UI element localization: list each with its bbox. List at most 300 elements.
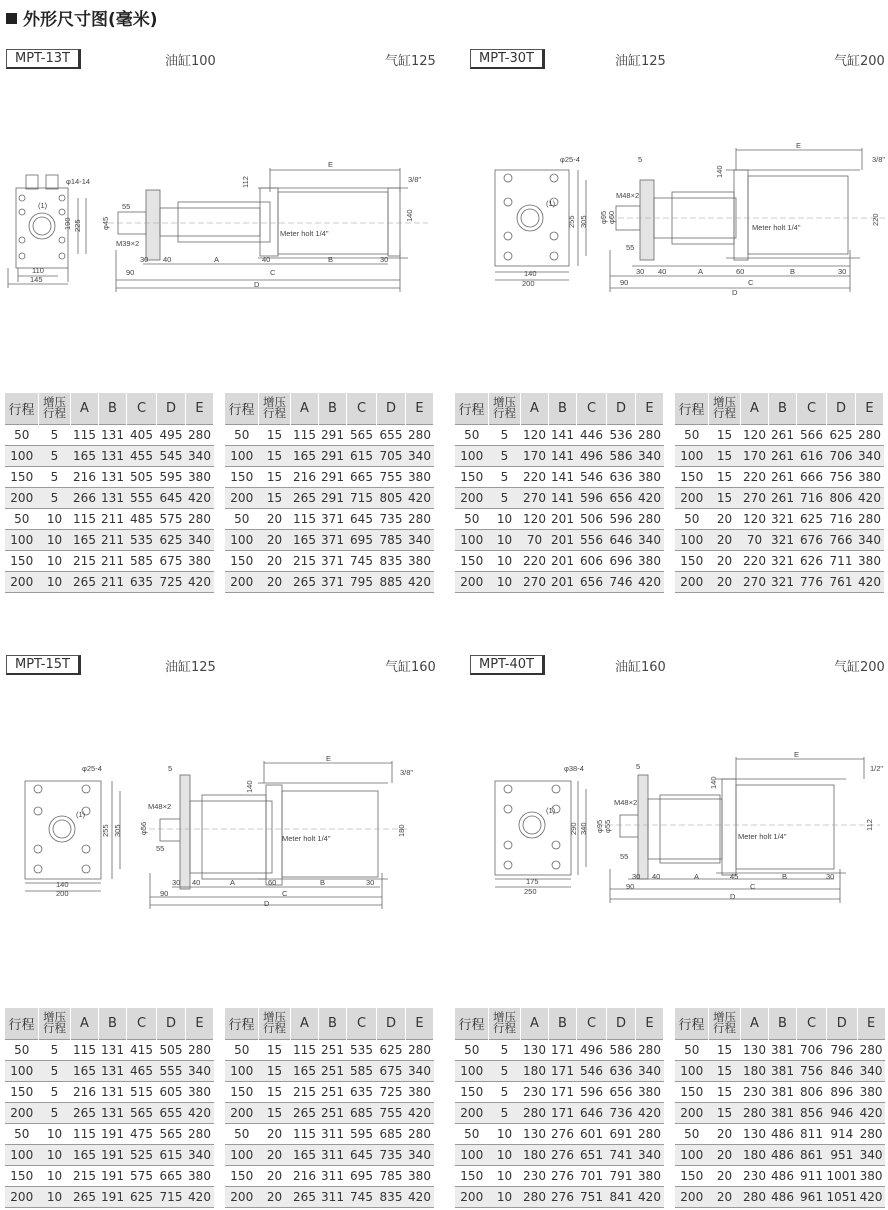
hole-spec-label: φ25-4 <box>82 764 102 773</box>
column-header: A <box>291 1008 319 1040</box>
table-row <box>5 572 214 593</box>
dim-label: D <box>254 280 260 289</box>
dim-label: 30 <box>172 878 181 887</box>
table-row <box>675 425 884 446</box>
table-cell: 420 <box>186 488 214 509</box>
table-cell: 715 <box>157 1187 186 1208</box>
table-cell: 340 <box>857 1061 885 1082</box>
table-cell: 20 <box>709 1187 741 1208</box>
dim-label: 255 <box>101 824 110 837</box>
column-header: C <box>347 393 377 425</box>
table-cell: 496 <box>577 446 607 467</box>
table-cell: 280 <box>406 1040 434 1061</box>
table-cell: 15 <box>259 1040 291 1061</box>
table-cell: 270 <box>521 488 549 509</box>
table-cell: 280 <box>406 425 434 446</box>
table-row <box>5 530 214 551</box>
table-cell: 15 <box>709 425 741 446</box>
table-row <box>225 1124 434 1145</box>
dim-label: D <box>732 288 738 297</box>
table-cell: 715 <box>347 488 377 509</box>
table-cell: 806 <box>797 1082 827 1103</box>
table-cell: 280 <box>857 1040 885 1061</box>
table-cell: 340 <box>406 446 434 467</box>
column-header: B <box>549 1008 577 1040</box>
dim-label: 60 <box>736 267 745 276</box>
table-cell: 656 <box>577 572 607 593</box>
table-cell: 280 <box>521 1187 549 1208</box>
table-cell: 216 <box>71 1082 99 1103</box>
table-cell: 455 <box>127 446 157 467</box>
column-header: B <box>99 393 127 425</box>
column-header: C <box>797 1008 827 1040</box>
table-cell: 601 <box>577 1124 607 1145</box>
table-cell: 261 <box>769 446 797 467</box>
table-cell: 291 <box>319 488 347 509</box>
table-row <box>675 1040 885 1061</box>
table-cell: 50 <box>455 1040 489 1061</box>
table-cell: 15 <box>259 488 291 509</box>
column-header: 行程 <box>225 1008 259 1040</box>
column-header: 增压行程 <box>489 393 521 425</box>
table-cell: 200 <box>5 488 39 509</box>
table-cell: 380 <box>636 467 664 488</box>
table-row <box>455 1124 664 1145</box>
table-cell: 200 <box>225 488 259 509</box>
table-cell: 5 <box>489 467 521 488</box>
table-cell: 796 <box>827 1040 858 1061</box>
table-row <box>5 1082 214 1103</box>
table-row <box>455 1040 664 1061</box>
table-cell: 806 <box>827 488 856 509</box>
table-cell: 380 <box>406 1082 434 1103</box>
column-header: 行程 <box>5 393 39 425</box>
dim-label: 140 <box>709 776 718 789</box>
table-cell: 586 <box>607 1040 636 1061</box>
fitting-label: 3/8" <box>408 175 422 184</box>
table-cell: 625 <box>377 1040 406 1061</box>
dim-label: 140 <box>245 780 254 793</box>
dim-label: φ60 <box>607 210 616 224</box>
dim-label: E <box>794 750 800 759</box>
dim-label: 55 <box>156 844 165 853</box>
table-row <box>225 488 434 509</box>
table-cell: 735 <box>377 509 406 530</box>
table-cell: 961 <box>797 1187 827 1208</box>
table-cell: 311 <box>319 1166 347 1187</box>
table-cell: 150 <box>225 467 259 488</box>
table-cell: 191 <box>99 1124 127 1145</box>
table-cell: 10 <box>489 1124 521 1145</box>
table-cell: 695 <box>347 1166 377 1187</box>
dim-label: C <box>270 268 276 277</box>
oil-cylinder-spec: 油缸160 <box>615 660 666 675</box>
dim-label: D <box>264 899 270 908</box>
table-cell: 946 <box>827 1103 858 1124</box>
table-cell: 215 <box>71 1166 99 1187</box>
table-cell: 546 <box>577 467 607 488</box>
table-cell: 15 <box>259 446 291 467</box>
table-cell: 565 <box>157 1124 186 1145</box>
table-cell: 420 <box>636 1103 664 1124</box>
drawing-mpt-15t <box>20 755 440 915</box>
table-cell: 20 <box>259 1187 291 1208</box>
table-cell: 381 <box>769 1103 797 1124</box>
table-cell: 171 <box>549 1103 577 1124</box>
column-header: D <box>827 1008 858 1040</box>
table-cell: 215 <box>291 551 319 572</box>
table-cell: 120 <box>521 425 549 446</box>
table-cell: 716 <box>827 509 856 530</box>
dim-label: 90 <box>126 268 135 277</box>
table-cell: 321 <box>769 572 797 593</box>
column-header: B <box>319 1008 347 1040</box>
table-cell: 131 <box>99 467 127 488</box>
table-cell: 265 <box>71 572 99 593</box>
table-cell: 420 <box>406 1187 434 1208</box>
dim-label: 40 <box>192 878 201 887</box>
table-cell: 20 <box>709 551 741 572</box>
table-cell: 200 <box>455 488 489 509</box>
table-cell: 100 <box>5 530 39 551</box>
table-cell: 20 <box>259 572 291 593</box>
column-header: 增压行程 <box>709 1008 741 1040</box>
table-row <box>675 1103 885 1124</box>
table-cell: 180 <box>521 1061 549 1082</box>
table-cell: 615 <box>347 446 377 467</box>
table-cell: 625 <box>157 530 186 551</box>
dim-label: 55 <box>626 243 635 252</box>
table-row <box>225 467 434 488</box>
table-cell: 50 <box>675 425 709 446</box>
table-cell: 420 <box>186 572 214 593</box>
table-cell: 171 <box>549 1061 577 1082</box>
oil-cylinder-spec: 油缸125 <box>165 660 216 675</box>
table-cell: 200 <box>5 1187 39 1208</box>
dim-label: φ55 <box>603 819 612 833</box>
table-cell: 705 <box>377 446 406 467</box>
dim-label: 305 <box>579 215 588 228</box>
meter-label: Meter holt 1/4" <box>738 832 787 841</box>
table-cell: 835 <box>377 551 406 572</box>
table-row <box>455 467 664 488</box>
table-cell: 200 <box>225 1103 259 1124</box>
column-header: C <box>577 1008 607 1040</box>
table-cell: 420 <box>636 488 664 509</box>
dim-label: 60 <box>268 878 277 887</box>
table-cell: 265 <box>291 1187 319 1208</box>
column-header: A <box>741 393 769 425</box>
table-cell: 371 <box>319 572 347 593</box>
table-cell: 545 <box>157 446 186 467</box>
table-cell: 230 <box>741 1082 769 1103</box>
table-cell: 675 <box>157 551 186 572</box>
table-cell: 5 <box>39 467 71 488</box>
table-cell: 486 <box>769 1145 797 1166</box>
table-cell: 100 <box>675 1061 709 1082</box>
table-row <box>455 1061 664 1082</box>
table-cell: 120 <box>741 509 769 530</box>
table-cell: 115 <box>71 1040 99 1061</box>
table-cell: 951 <box>827 1145 858 1166</box>
column-header: B <box>99 1008 127 1040</box>
table-cell: 50 <box>5 425 39 446</box>
table-cell: 15 <box>709 446 741 467</box>
dim-label: φ95 <box>595 819 604 833</box>
table-cell: 585 <box>347 1061 377 1082</box>
column-header: 行程 <box>455 1008 489 1040</box>
table-cell: 291 <box>319 425 347 446</box>
table-cell: 371 <box>319 551 347 572</box>
table-row <box>225 1187 434 1208</box>
dim-label: D <box>730 892 736 901</box>
table-cell: 131 <box>99 446 127 467</box>
dim-label: 145 <box>30 275 43 284</box>
table-cell: 420 <box>406 572 434 593</box>
model-label: MPT-13T <box>6 49 81 69</box>
hole-spec-label: φ25-4 <box>560 155 580 164</box>
column-header: E <box>856 393 884 425</box>
table-cell: 665 <box>347 467 377 488</box>
table-row <box>455 446 664 467</box>
model-label: MPT-40T <box>470 655 545 675</box>
table-cell: 216 <box>291 467 319 488</box>
table-cell: 280 <box>406 509 434 530</box>
table-cell: 10 <box>39 1145 71 1166</box>
table-cell: 371 <box>319 509 347 530</box>
dim-label: 140 <box>56 880 69 889</box>
table-row <box>455 1145 664 1166</box>
dim-label: B <box>782 872 788 881</box>
table-cell: 50 <box>225 1040 259 1061</box>
table-cell: 585 <box>127 551 157 572</box>
table-cell: 10 <box>39 1166 71 1187</box>
mark-label: (1) <box>546 199 556 208</box>
table-cell: 5 <box>39 488 71 509</box>
dim-label: C <box>750 882 756 891</box>
table-cell: 616 <box>797 446 827 467</box>
table-cell: 575 <box>127 1166 157 1187</box>
dim-label: B <box>320 878 326 887</box>
table-row <box>455 1082 664 1103</box>
dim-label: 190 <box>63 217 72 230</box>
table-cell: 280 <box>406 1124 434 1145</box>
table-cell: 10 <box>489 1187 521 1208</box>
mark-label: (1) <box>38 201 48 210</box>
model-label: MPT-30T <box>470 49 545 69</box>
table-cell: 380 <box>856 551 884 572</box>
table-cell: 230 <box>741 1166 769 1187</box>
table-cell: 50 <box>455 1124 489 1145</box>
table-cell: 525 <box>127 1145 157 1166</box>
table-cell: 100 <box>225 1061 259 1082</box>
table-cell: 280 <box>186 1124 214 1145</box>
table-cell: 636 <box>607 1061 636 1082</box>
meter-label: Meter holt 1/4" <box>282 834 331 843</box>
table-cell: 15 <box>259 1082 291 1103</box>
column-header: B <box>769 1008 797 1040</box>
dim-label: 30 <box>838 267 847 276</box>
table-cell: 165 <box>291 1145 319 1166</box>
table-cell: 914 <box>827 1124 858 1145</box>
thread-label: M39×2 <box>116 239 140 248</box>
table-cell: 215 <box>291 1082 319 1103</box>
table-cell: 211 <box>99 530 127 551</box>
table-row <box>675 1166 885 1187</box>
table-cell: 100 <box>455 446 489 467</box>
table-cell: 856 <box>797 1103 827 1124</box>
table-cell: 665 <box>157 1166 186 1187</box>
table-cell: 911 <box>797 1166 827 1187</box>
table-cell: 50 <box>225 425 259 446</box>
dim-label: 290 <box>569 822 578 835</box>
table-cell: 200 <box>5 1103 39 1124</box>
table-cell: 230 <box>521 1082 549 1103</box>
table-row <box>455 1166 664 1187</box>
table-cell: 200 <box>225 1187 259 1208</box>
table-cell: 150 <box>225 551 259 572</box>
table-cell: 100 <box>455 1061 489 1082</box>
column-header: E <box>406 1008 434 1040</box>
dim-label: A <box>214 255 220 264</box>
column-header: A <box>291 393 319 425</box>
table-cell: 100 <box>225 1145 259 1166</box>
table-cell: 120 <box>521 509 549 530</box>
table-row <box>455 572 664 593</box>
column-header: B <box>549 393 577 425</box>
column-header: 增压行程 <box>489 1008 521 1040</box>
table-cell: 340 <box>186 446 214 467</box>
column-header: 行程 <box>675 393 709 425</box>
table-cell: 380 <box>186 1166 214 1187</box>
table-cell: 340 <box>856 446 884 467</box>
table-cell: 496 <box>577 1040 607 1061</box>
table-cell: 165 <box>71 446 99 467</box>
table-cell: 381 <box>769 1040 797 1061</box>
table-cell: 191 <box>99 1145 127 1166</box>
table-cell: 230 <box>521 1166 549 1187</box>
table-cell: 546 <box>577 1061 607 1082</box>
table-cell: 251 <box>319 1103 347 1124</box>
table-cell: 20 <box>259 1166 291 1187</box>
table-cell: 20 <box>259 1124 291 1145</box>
table-cell: 420 <box>856 572 884 593</box>
table-cell: 420 <box>636 572 664 593</box>
table-row <box>675 488 884 509</box>
table-cell: 380 <box>186 1082 214 1103</box>
table-row <box>675 530 884 551</box>
table-cell: 266 <box>71 488 99 509</box>
dim-label: B <box>328 255 334 264</box>
table-cell: 835 <box>377 1187 406 1208</box>
table-cell: 5 <box>489 488 521 509</box>
table-cell: 645 <box>347 509 377 530</box>
column-header: E <box>406 393 434 425</box>
thread-label: M48×2 <box>616 191 640 200</box>
table-cell: 321 <box>769 551 797 572</box>
table-row <box>5 1040 214 1061</box>
table-cell: 100 <box>225 530 259 551</box>
table-cell: 280 <box>186 509 214 530</box>
table-row <box>225 551 434 572</box>
dim-label: 255 <box>567 215 576 228</box>
table-row <box>5 1145 214 1166</box>
table-cell: 150 <box>455 551 489 572</box>
dim-label: φ45 <box>101 216 110 230</box>
table-cell: 785 <box>377 530 406 551</box>
table-cell: 446 <box>577 425 607 446</box>
dim-label: 200 <box>56 889 69 898</box>
table-cell: 861 <box>797 1145 827 1166</box>
dim-label: 220 <box>871 213 880 226</box>
table-cell: 556 <box>577 530 607 551</box>
table-cell: 20 <box>259 509 291 530</box>
table-cell: 50 <box>675 1124 709 1145</box>
table-cell: 725 <box>377 1082 406 1103</box>
table-cell: 261 <box>769 488 797 509</box>
table-cell: 141 <box>549 467 577 488</box>
dim-label: 112 <box>865 819 874 831</box>
table-cell: 15 <box>709 1082 741 1103</box>
table-cell: 380 <box>857 1166 885 1187</box>
table-cell: 50 <box>675 1040 709 1061</box>
table-cell: 280 <box>857 1124 885 1145</box>
table-cell: 420 <box>636 1187 664 1208</box>
table-cell: 5 <box>489 446 521 467</box>
gas-cylinder-spec: 气缸200 <box>834 660 885 675</box>
column-header: 增压行程 <box>259 1008 291 1040</box>
table-cell: 131 <box>99 425 127 446</box>
table-cell: 10 <box>489 530 521 551</box>
dimension-table <box>225 1008 434 1208</box>
table-cell: 10 <box>489 1166 521 1187</box>
table-cell: 131 <box>99 488 127 509</box>
table-cell: 180 <box>741 1061 769 1082</box>
table-cell: 180 <box>521 1145 549 1166</box>
table-cell: 596 <box>607 509 636 530</box>
table-cell: 150 <box>455 467 489 488</box>
table-cell: 265 <box>71 1103 99 1124</box>
table-cell: 795 <box>347 572 377 593</box>
table-cell: 265 <box>291 488 319 509</box>
table-row <box>675 509 884 530</box>
dim-label: 112 <box>241 176 250 188</box>
table-cell: 645 <box>157 488 186 509</box>
table-cell: 20 <box>709 572 741 593</box>
table-cell: 380 <box>636 1082 664 1103</box>
mark-label: (1) <box>76 810 86 819</box>
table-cell: 651 <box>577 1145 607 1166</box>
column-header: B <box>769 393 797 425</box>
table-cell: 15 <box>709 1103 741 1124</box>
table-row <box>675 551 884 572</box>
table-cell: 685 <box>377 1124 406 1145</box>
table-cell: 380 <box>406 1166 434 1187</box>
table-cell: 211 <box>99 572 127 593</box>
table-cell: 50 <box>455 509 489 530</box>
dim-label: φ56 <box>139 821 148 835</box>
column-header: A <box>71 1008 99 1040</box>
table-row <box>455 530 664 551</box>
table-cell: 536 <box>607 425 636 446</box>
table-cell: 340 <box>406 530 434 551</box>
table-cell: 766 <box>827 530 856 551</box>
table-cell: 420 <box>406 1103 434 1124</box>
dim-label: 30 <box>826 872 835 881</box>
table-cell: 486 <box>769 1187 797 1208</box>
table-cell: 20 <box>709 509 741 530</box>
table-cell: 165 <box>71 530 99 551</box>
